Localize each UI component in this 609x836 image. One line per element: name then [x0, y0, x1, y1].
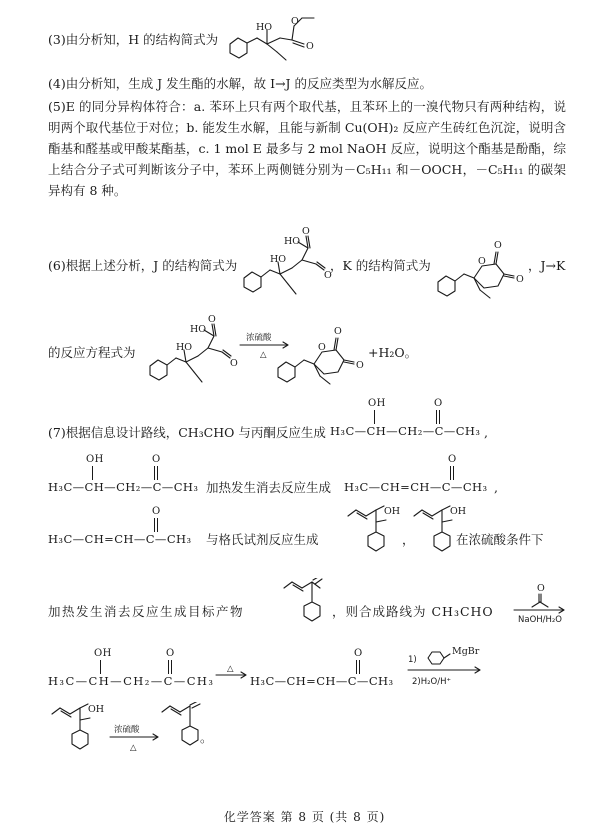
structure-target-diene [282, 578, 338, 638]
page-footer: 化学答案 第 8 页 (共 8 页) [223, 810, 386, 824]
section-6-text-e: +H₂O。 [368, 345, 418, 360]
period: 。 [200, 730, 213, 745]
section-7-text-a: (7)根据信息设计路线，CH₃CHO 与丙酮反应生成 [48, 425, 326, 440]
arrow-label-conc-h2so4: 浓硫酸 [114, 725, 140, 735]
o-label: O [478, 256, 486, 267]
formula-text: H₃C—CH—CH₂—C—CH₃ [330, 424, 481, 438]
o-label: O [152, 454, 161, 465]
structure-j-equation [146, 310, 242, 390]
formula-text: H₃C—CH=CH—C—CH₃ [344, 480, 488, 494]
oh-label: OH [384, 506, 401, 517]
ho-label: HO [176, 342, 193, 353]
formula-text: H₃C—CH=CH—C—CH₃ [48, 532, 192, 546]
o-label: O [318, 342, 326, 353]
comma: ， [402, 532, 415, 547]
o-label: O [208, 314, 216, 325]
structure-h [222, 8, 342, 66]
o-label: O [354, 648, 363, 659]
reaction-arrow-grignard [406, 644, 486, 692]
o-label: O [356, 360, 364, 371]
arrow-label-step-1: 1) [408, 655, 417, 665]
structure-tertiary-alcohol [344, 502, 408, 568]
section-7-text-b: 加热发生消去反应生成 [206, 480, 332, 495]
o-label: O [291, 16, 299, 27]
section-7-text-c: 与格氏试剂反应生成 [206, 532, 319, 547]
route-tertiary-alcohol [48, 700, 112, 766]
route-aldol [48, 648, 218, 692]
o-label: O [516, 274, 524, 285]
oh-label: OH [94, 648, 112, 659]
reaction-arrow-heat [214, 662, 250, 682]
o-label: O [302, 226, 310, 237]
o-label: O [230, 358, 238, 369]
arrow-label-step-2: 2)H₂O/H⁺ [412, 677, 451, 687]
structure-j [236, 222, 336, 306]
route-enone [250, 648, 410, 692]
o-label: O [306, 41, 314, 52]
arrow-label-heat: △ [260, 350, 267, 360]
formula-enone-1 [344, 454, 504, 498]
o-label: O [152, 506, 161, 517]
oh-label: OH [368, 398, 386, 409]
section-6-text-c: ，J→K [528, 258, 566, 273]
formula-text: H₃C—CH—CH₂—C—CH₃ [48, 674, 215, 688]
o-label: O [324, 270, 332, 281]
formula-aldol-1 [330, 398, 490, 442]
section-6-text-a: (6)根据上述分析，J 的结构简式为 [48, 258, 238, 273]
ho-label: HO [270, 254, 287, 265]
o-label: O [448, 454, 457, 465]
section-7-text-e: 加热发生消去反应生成目标产物 [48, 604, 245, 619]
section-6-text-b: ，K 的结构简式为 [330, 258, 431, 273]
oh-label: OH [86, 454, 104, 465]
section-7-text-f: ，则合成路线为 CH₃CHO [332, 604, 494, 619]
o-label: O [537, 583, 545, 594]
ho-label: HO [256, 22, 273, 33]
arrow-label-heat: △ [130, 743, 137, 753]
formula-text: H₃C—CH—CH₂—C—CH₃ [48, 480, 199, 494]
o-label: O [434, 398, 443, 409]
oh-label: OH [450, 506, 467, 517]
structure-k-equation [274, 312, 370, 392]
structure-k [432, 226, 532, 306]
arrow-label-naoh: NaOH/H₂O [518, 615, 563, 625]
reaction-arrow-aldol [512, 582, 568, 626]
ho-label: HO [190, 324, 207, 335]
o-label: O [166, 648, 175, 659]
section-7-text-d: 在浓硫酸条件下 [456, 532, 544, 547]
section-4-text: (4)由分析知，生成 J 发生酯的水解，故 I→J 的反应类型为水解反应。 [48, 76, 433, 91]
o-label: O [334, 326, 342, 337]
mgbr-label: MgBr [452, 646, 480, 657]
section-5-text: (5)E 的同分异构体符合：a. 苯环上只有两个取代基，且苯环上的一溴代物只有两种结构，说明两个取代基位于对位；b. 能发生水解，且能与新制 Cu(OH)₂ 反应产生砖红色沉淀，说明含酯基和醛基或甲酸某酯基，c. 1 mol E 最多与 2 mol NaOH 反应，说明这个酯基是酚酯，综上结合分子式可判断该分子中，苯环上两侧链分别为－C₅H₁₁ 和－OOCH，－C₅H₁₁ 的碳架异构有 8 种。 [48, 99, 566, 198]
arrow-label-conc-h2so4: 浓硫酸 [246, 333, 272, 343]
reaction-arrow-acid [108, 722, 164, 756]
arrow-label-heat: △ [227, 664, 234, 674]
ho-label: HO [284, 236, 301, 247]
o-label: O [494, 240, 502, 251]
formula-aldol-2 [48, 454, 208, 498]
formula-text: H₃C—CH=CH—C—CH₃ [250, 674, 394, 688]
section-6-text-d: 的反应方程式为 [48, 345, 136, 360]
comma: , [484, 425, 488, 440]
comma: , [494, 480, 498, 495]
oh-label: OH [88, 704, 105, 715]
formula-enone-2 [48, 506, 208, 550]
section-3-text: (3)由分析知，H 的结构简式为 [48, 32, 219, 47]
